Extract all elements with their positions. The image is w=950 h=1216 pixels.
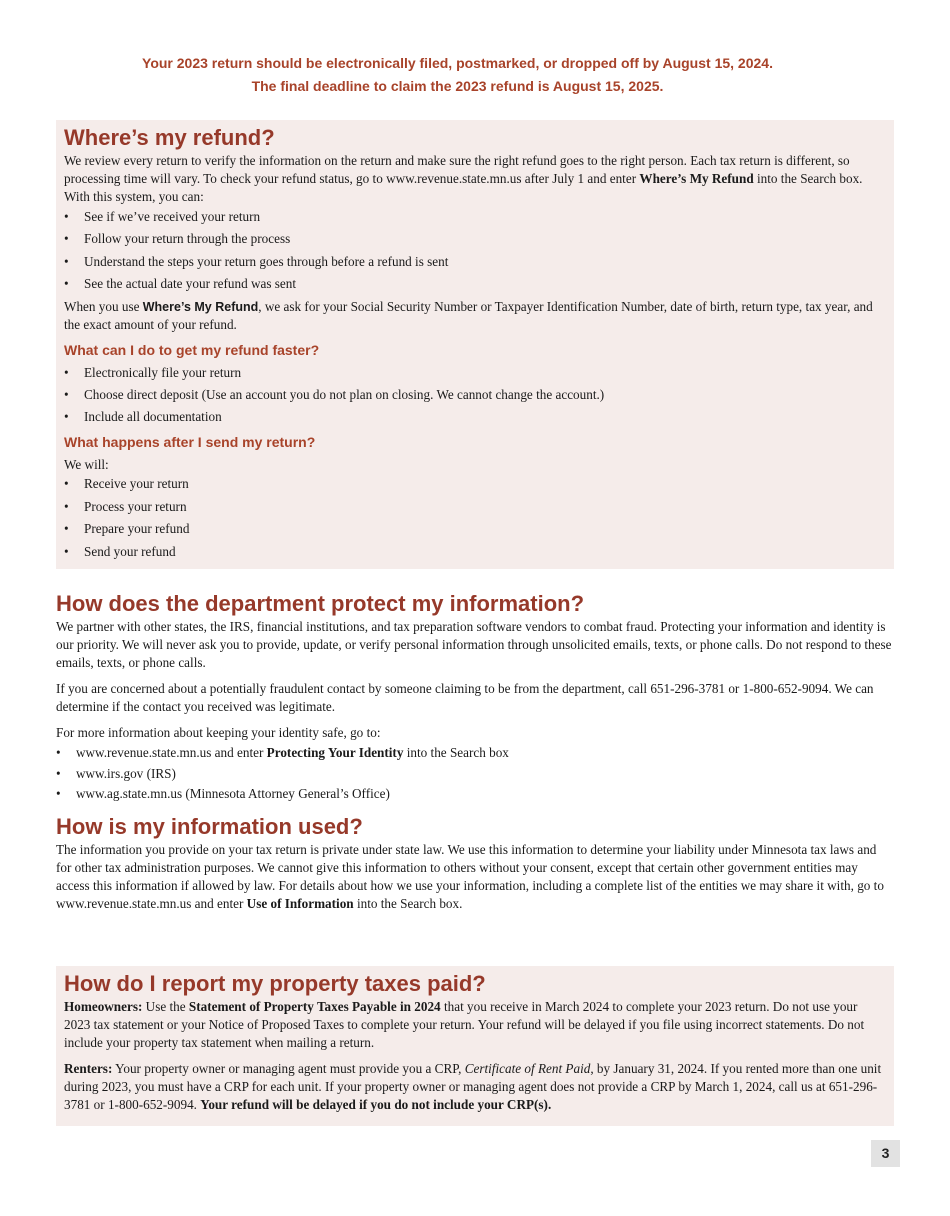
deadline-notice — [0, 52, 915, 98]
refund-when-text-2: , we ask for your Social Security Number or Taxpayer Identification Number, date of birth, return type, tax year, and the exact amount of your refund. — [64, 298, 873, 332]
renters-text-1: Your property owner or managing agent must provide you a CRP, — [112, 1061, 465, 1076]
protect-paragraph-2: If you are concerned about a potentially fraudulent contact by someone claiming to be from the department, call 651-296-3781 or 1-800-652-9094. We can determine if the contact you received was legitimate. — [56, 681, 874, 714]
protect-heading: How does the department protect my information? — [56, 591, 585, 616]
deadline-notice-line-2: The final deadline to claim the 2023 refund is August 15, 2025. — [251, 78, 664, 94]
refund-intro-bold: Where’s My Refund — [639, 171, 754, 186]
refund-when-text-1: When you use — [64, 298, 143, 314]
list-item — [56, 744, 894, 762]
refund-when-paragraph — [64, 298, 886, 334]
refund-when-bold: Where’s My Refund — [142, 299, 259, 314]
list-item: • See if we’ve received your return — [64, 208, 886, 226]
homeowners-text-1: Use the — [142, 999, 189, 1014]
used-heading: How is my information used? — [56, 814, 363, 839]
used-text-1: The information you provide on your tax return is private under state law. We use this information to determine your liability under Minnesota tax laws and for other tax administration purposes. We cannot give this information to others without your consent, except that certain other government entities may access this information if allowed by law. For details about how we use your information, including a complete list of the entities we may share it with, go to www.revenue.state.mn.us and enter — [56, 842, 884, 911]
refund-intro-text-1: We review every return to verify the information on the return and make sure the right refund goes to the right person. Each tax return is different, so processing time will vary. To check your refund status, go to www.revenue.state.mn.us after July 1 and enter — [64, 153, 850, 186]
faster-subheading: What can I do to get my refund faster? — [64, 341, 320, 358]
renters-paragraph — [64, 1060, 886, 1114]
homeowners-paragraph — [64, 998, 886, 1052]
used-text-2: into the Search box. — [353, 896, 463, 911]
list-item: • Follow your return through the process — [64, 230, 886, 248]
renters-text-2: , by January 31, 2024. If you rented more than one unit during 2023, you must have a CRP for each unit. If your property owner or managing agent does not provide a CRP by March 1, 2024, call us at 651-296-3781 or 1-800-652-9094. — [64, 1061, 882, 1112]
renters-label: Renters: — [64, 1061, 113, 1076]
used-section — [56, 813, 894, 919]
refund-section — [56, 120, 894, 569]
protect-link-1-pre: www.revenue.state.mn.us and enter — [76, 745, 267, 760]
page-number: 3 — [871, 1140, 900, 1167]
list-item: • www.ag.state.mn.us (Minnesota Attorney General’s Office) — [56, 785, 894, 803]
refund-intro-text-2: into the Search box. With this system, you can: — [64, 171, 863, 204]
homeowners-label: Homeowners: — [64, 999, 143, 1014]
list-item: • Understand the steps your return goes through before a refund is sent — [64, 253, 886, 271]
list-item: • Prepare your refund — [64, 520, 886, 538]
used-paragraph — [56, 841, 894, 913]
faster-bullet-list — [64, 364, 886, 427]
list-item: • See the actual date your refund was sent — [64, 275, 886, 293]
renters-bold: Your refund will be delayed if you do not include your CRP(s). — [200, 1097, 552, 1112]
property-section — [56, 966, 894, 1126]
protect-links-list — [56, 744, 894, 803]
protect-paragraph-1: We partner with other states, the IRS, financial institutions, and tax preparation software vendors to combat fraud. Protecting your information and identity is our priority. We will never ask you to provide, update, or verify personal information through unsolicited emails, texts, or phone calls. Do not respond to these emails, texts, or phone calls. — [56, 619, 892, 670]
list-item: • Choose direct deposit (Use an account you do not plan on closing. We cannot change the account.) — [64, 386, 886, 404]
after-intro: We will: — [64, 457, 109, 473]
deadline-notice-line-1: Your 2023 return should be electronically filed, postmarked, or dropped off by August 15, 2024. — [142, 55, 773, 71]
protect-paragraph-3: For more information about keeping your identity safe, go to: — [56, 725, 381, 740]
refund-bullet-list — [64, 208, 886, 293]
list-item: • Receive your return — [64, 475, 886, 493]
property-heading: How do I report my property taxes paid? — [64, 971, 486, 996]
list-item: • Include all documentation — [64, 408, 886, 426]
homeowners-bold: Statement of Property Taxes Payable in 2024 — [188, 999, 441, 1014]
protect-link-1-post: into the Search box — [403, 745, 509, 760]
homeowners-text-2: that you receive in March 2024 to complete your 2023 return. Do not use your 2023 tax statement or your Notice of Proposed Taxes to complete your return. Your refund will be delayed if you file using incorrect statements. Do not include your property tax statement when mailing a return. — [64, 999, 865, 1050]
used-bold: Use of Information — [246, 896, 354, 911]
refund-heading: Where’s my refund? — [64, 125, 275, 150]
after-bullet-list — [64, 475, 886, 560]
list-item: • Electronically file your return — [64, 364, 886, 382]
list-item: • Send your refund — [64, 543, 886, 561]
list-item: • www.irs.gov (IRS) — [56, 765, 894, 783]
renters-italic: Certificate of Rent Paid — [464, 1061, 591, 1076]
refund-intro — [64, 152, 886, 206]
protect-link-1-bold: Protecting Your Identity — [266, 745, 404, 760]
list-item: • Process your return — [64, 498, 886, 516]
after-subheading: What happens after I send my return? — [64, 434, 316, 451]
protect-section — [56, 590, 894, 806]
